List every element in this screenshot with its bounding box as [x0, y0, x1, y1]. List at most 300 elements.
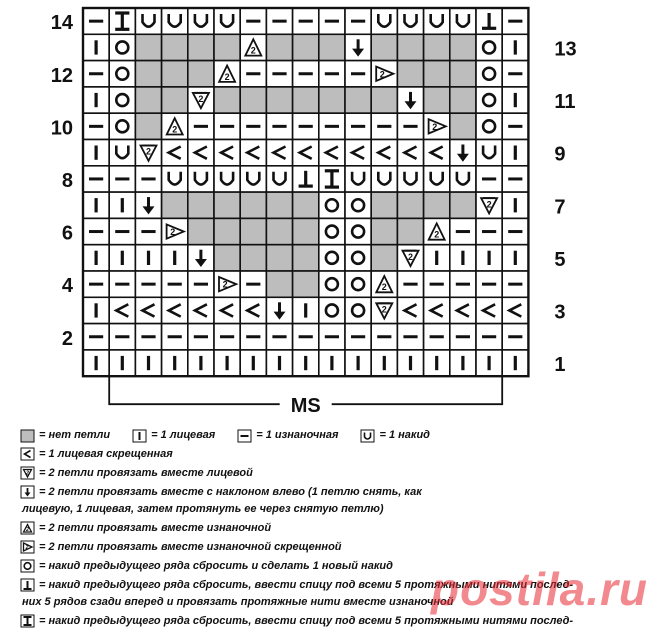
legend-text-purl: = 1 изнаночная	[256, 429, 339, 441]
cell-yarn-over-icon	[135, 8, 161, 34]
cell-p2tog-icon	[240, 34, 266, 60]
cell-purl-icon	[371, 324, 397, 350]
cell-no-stitch-icon	[371, 34, 397, 60]
svg-text:2: 2	[170, 227, 176, 238]
cell-drop-yo-icon	[319, 218, 345, 244]
cell-drop-yo-icon	[319, 297, 345, 323]
cell-purl-icon	[450, 271, 476, 297]
cell-knit-tbl-icon	[397, 297, 423, 323]
cell-knit-tbl-icon	[424, 297, 450, 323]
cell-purl-icon	[502, 113, 528, 139]
legend-text-drop-top-line1: = накид предыдущего ряда сбросить, ввести спицу под всеми 5 протяжными нитями послед-	[39, 615, 574, 627]
cell-no-stitch-icon	[135, 34, 161, 60]
cell-p2tog-icon	[214, 61, 240, 87]
row-number-left: 8	[61, 169, 73, 192]
cell-purl-icon	[83, 113, 109, 139]
row-number-right: 1	[554, 354, 566, 377]
legend-text-drop-bottom-line1: = накид предыдущего ряда сбросить, ввести спицу под всеми 5 протяжными нитями послед-	[39, 579, 574, 591]
cell-knit-tbl-icon	[345, 140, 371, 166]
cell-purl-icon	[345, 61, 371, 87]
cell-purl-icon	[240, 271, 266, 297]
legend-text-drop-bottom-line2: них 5 рядов сзади вперед и провязать протяжные нити вместе изнаночной	[22, 596, 454, 608]
row-number-left: 12	[50, 64, 73, 87]
row-number-right: 13	[554, 38, 577, 61]
legend-text-no-stitch: = нет петли	[39, 429, 111, 441]
cell-drop-yo-icon	[476, 61, 502, 87]
cell-knit-tbl-icon	[214, 297, 240, 323]
cell-knit-icon	[502, 192, 528, 218]
cell-no-stitch-icon	[188, 61, 214, 87]
legend-row-drop-top	[20, 614, 650, 629]
legend-text-ssk-line1: = 2 петли провязать вместе с наклоном влево (1 петлю снять, как	[39, 486, 422, 498]
ssk-arrow-icon	[20, 485, 35, 499]
cell-p2tog-icon	[162, 113, 188, 139]
cell-purl-icon	[214, 324, 240, 350]
cell-p2tog-icon	[371, 271, 397, 297]
legend-text-yo: = 1 накид	[379, 429, 430, 441]
cell-drop-yo-icon	[345, 271, 371, 297]
cell-no-stitch-icon	[345, 87, 371, 113]
cell-ssk-arrow-icon	[397, 87, 423, 113]
cell-knit-tbl-icon	[450, 297, 476, 323]
cell-purl-icon	[293, 8, 319, 34]
cell-purl-icon	[135, 271, 161, 297]
cell-no-stitch-icon	[188, 218, 214, 244]
cell-purl-icon	[397, 324, 423, 350]
cell-no-stitch-icon	[214, 192, 240, 218]
cell-purl-icon	[266, 324, 292, 350]
cell-ssk-arrow-icon	[450, 140, 476, 166]
cell-knit-tbl-icon	[162, 297, 188, 323]
cell-knit-icon	[319, 350, 345, 376]
cell-purl-icon	[397, 113, 423, 139]
cell-knit-icon	[83, 297, 109, 323]
cell-no-stitch-icon	[188, 34, 214, 60]
cell-purl-icon	[83, 166, 109, 192]
cell-purl-icon	[424, 271, 450, 297]
cell-no-stitch-icon	[397, 34, 423, 60]
cell-no-stitch-icon	[293, 192, 319, 218]
cell-purl-icon	[502, 271, 528, 297]
svg-text:2: 2	[26, 527, 29, 533]
cell-purl-icon	[162, 324, 188, 350]
cell-knit-icon	[476, 245, 502, 271]
cell-knit-tbl-icon	[188, 297, 214, 323]
cell-yarn-over-icon	[424, 8, 450, 34]
cell-purl-icon	[319, 8, 345, 34]
cell-no-stitch-icon	[293, 271, 319, 297]
cell-ssk-arrow-icon	[345, 34, 371, 60]
cell-knit-tbl-icon	[424, 140, 450, 166]
cell-knit-icon	[450, 245, 476, 271]
cell-p2tog-tbl-icon	[371, 61, 397, 87]
legend-text-knit: = 1 лицевая	[151, 429, 216, 441]
cell-purl-icon	[450, 324, 476, 350]
legend-text-p2tog: = 2 петли провязать вместе изнаночной	[39, 522, 272, 534]
cell-no-stitch-icon	[214, 245, 240, 271]
row-number-left: 10	[50, 117, 73, 140]
cell-no-stitch-icon	[424, 192, 450, 218]
legend-text-k2tog: = 2 петли провязать вместе лицевой	[39, 467, 253, 479]
cell-no-stitch-icon	[214, 34, 240, 60]
cell-yarn-over-icon	[345, 166, 371, 192]
cell-knit-icon	[293, 297, 319, 323]
cell-knit-icon	[476, 350, 502, 376]
cell-drop-yo-icon	[345, 245, 371, 271]
cell-yarn-over-icon	[450, 166, 476, 192]
cell-knit-icon	[214, 350, 240, 376]
cell-purl-icon	[240, 61, 266, 87]
cell-knit-icon	[424, 350, 450, 376]
knit-icon	[132, 429, 147, 443]
cell-knit-icon	[83, 34, 109, 60]
cell-gather-purl-icon	[293, 166, 319, 192]
cell-purl-icon	[502, 324, 528, 350]
cell-knit-icon	[345, 350, 371, 376]
k2tog-icon	[20, 466, 35, 480]
cell-knit-icon	[83, 192, 109, 218]
svg-text:2: 2	[407, 251, 414, 262]
cell-purl-icon	[371, 113, 397, 139]
legend-no-stitch	[20, 428, 110, 443]
purl-icon	[237, 429, 252, 443]
cell-no-stitch-icon	[371, 245, 397, 271]
cell-no-stitch-icon	[397, 192, 423, 218]
cell-purl-icon	[109, 271, 135, 297]
cell-drop-yo-icon	[319, 245, 345, 271]
svg-text:2: 2	[222, 279, 228, 290]
cell-knit-icon	[83, 350, 109, 376]
cell-knit-tbl-icon	[397, 140, 423, 166]
cell-knit-icon	[424, 245, 450, 271]
svg-text:2: 2	[432, 121, 438, 132]
legend-row-basic	[20, 428, 650, 443]
cell-drop-yo-icon	[345, 297, 371, 323]
cell-purl-icon	[319, 113, 345, 139]
cell-knit-tbl-icon	[502, 297, 528, 323]
yarn-over-icon	[360, 429, 375, 443]
cell-no-stitch-icon	[162, 61, 188, 87]
legend-text-p2tog-tbl: = 2 петли провязать вместе изнаночной скрещенной	[39, 541, 342, 553]
cell-no-stitch-icon	[266, 87, 292, 113]
cell-no-stitch-icon	[450, 87, 476, 113]
cell-yarn-over-icon	[450, 8, 476, 34]
cell-drop-yo-icon	[345, 218, 371, 244]
cell-no-stitch-icon	[450, 34, 476, 60]
cell-purl-icon	[319, 61, 345, 87]
cell-purl-icon	[476, 218, 502, 244]
cell-purl-icon	[83, 324, 109, 350]
cell-drop-yo-icon	[345, 192, 371, 218]
cell-purl-icon	[240, 113, 266, 139]
cell-no-stitch-icon	[135, 61, 161, 87]
cell-purl-icon	[345, 8, 371, 34]
cell-no-stitch-icon	[240, 245, 266, 271]
cell-knit-tbl-icon	[371, 140, 397, 166]
cell-no-stitch-icon	[266, 34, 292, 60]
row-number-right: 5	[554, 248, 566, 271]
cell-purl-icon	[240, 324, 266, 350]
cell-k2tog-icon	[135, 140, 161, 166]
cell-knit-icon	[83, 140, 109, 166]
cell-knit-icon	[188, 350, 214, 376]
cell-knit-tbl-icon	[293, 140, 319, 166]
cell-p2tog-icon	[424, 218, 450, 244]
cell-yarn-over-icon	[162, 8, 188, 34]
cell-purl-icon	[345, 113, 371, 139]
cell-no-stitch-icon	[240, 192, 266, 218]
cell-yarn-over-icon	[188, 166, 214, 192]
cell-knit-tbl-icon	[135, 297, 161, 323]
cell-k2tog-icon	[188, 87, 214, 113]
legend-row-drop-bottom-cont	[20, 595, 650, 610]
cell-purl-icon	[109, 166, 135, 192]
row-number-right: 7	[554, 196, 566, 219]
cell-knit-icon	[109, 245, 135, 271]
row-number-left: 14	[50, 12, 73, 35]
cell-k2tog-icon	[371, 297, 397, 323]
cell-purl-icon	[476, 271, 502, 297]
legend-knit	[132, 428, 215, 443]
cell-drop-yo-icon	[476, 87, 502, 113]
cell-no-stitch-icon	[293, 87, 319, 113]
svg-text:2: 2	[381, 282, 387, 293]
row-number-left: 4	[61, 275, 73, 298]
cell-no-stitch-icon	[266, 192, 292, 218]
cell-purl-icon	[188, 113, 214, 139]
cell-no-stitch-icon	[188, 192, 214, 218]
svg-text:2: 2	[198, 94, 204, 105]
p2tog-tbl-icon	[20, 540, 35, 554]
gather-knit-icon	[20, 614, 35, 628]
gather-purl-icon	[20, 578, 35, 592]
cell-drop-yo-icon	[319, 271, 345, 297]
cell-yarn-over-icon	[162, 166, 188, 192]
cell-knit-icon	[502, 87, 528, 113]
cell-purl-icon	[188, 324, 214, 350]
cell-p2tog-tbl-icon	[162, 218, 188, 244]
cell-no-stitch-icon	[293, 34, 319, 60]
cell-knit-icon	[83, 245, 109, 271]
cell-yarn-over-icon	[109, 140, 135, 166]
cell-yarn-over-icon	[476, 140, 502, 166]
cell-purl-icon	[83, 271, 109, 297]
cell-purl-icon	[188, 271, 214, 297]
cell-knit-icon	[502, 140, 528, 166]
cell-knit-icon	[240, 350, 266, 376]
cell-purl-icon	[135, 166, 161, 192]
cell-knit-tbl-icon	[162, 140, 188, 166]
cell-no-stitch-icon	[135, 87, 161, 113]
no-stitch-icon	[20, 429, 35, 443]
cell-purl-icon	[109, 324, 135, 350]
legend-row-p2tog-tbl	[20, 540, 650, 555]
cell-purl-icon	[266, 113, 292, 139]
cell-drop-yo-icon	[109, 61, 135, 87]
cell-purl-icon	[502, 61, 528, 87]
knit-through-back-icon	[20, 447, 35, 461]
cell-purl-icon	[109, 218, 135, 244]
cell-purl-icon	[502, 218, 528, 244]
cell-no-stitch-icon	[424, 34, 450, 60]
cell-knit-icon	[397, 350, 423, 376]
cell-purl-icon	[502, 166, 528, 192]
cell-no-stitch-icon	[214, 218, 240, 244]
cell-purl-icon	[424, 324, 450, 350]
cell-knit-tbl-icon	[319, 140, 345, 166]
svg-text:2: 2	[145, 146, 152, 157]
cell-purl-icon	[476, 166, 502, 192]
cell-purl-icon	[83, 8, 109, 34]
cell-no-stitch-icon	[293, 218, 319, 244]
legend-row-drop-bottom	[20, 578, 650, 593]
cell-knit-tbl-icon	[266, 140, 292, 166]
svg-text:2: 2	[224, 71, 230, 82]
cell-purl-icon	[397, 271, 423, 297]
legend-purl	[237, 428, 338, 443]
cell-purl-icon	[345, 324, 371, 350]
cell-knit-icon	[162, 245, 188, 271]
cell-drop-yo-icon	[319, 192, 345, 218]
cell-no-stitch-icon	[162, 192, 188, 218]
cell-purl-icon	[293, 61, 319, 87]
legend-text-knit-tbl: = 1 лицевая скрещенная	[39, 448, 173, 460]
legend-row-k2tog	[20, 466, 650, 481]
cell-no-stitch-icon	[319, 87, 345, 113]
cell-no-stitch-icon	[293, 245, 319, 271]
cell-no-stitch-icon	[424, 87, 450, 113]
cell-yarn-over-icon	[266, 166, 292, 192]
row-number-right: 3	[554, 301, 566, 324]
cell-no-stitch-icon	[371, 192, 397, 218]
cell-purl-icon	[502, 8, 528, 34]
cell-no-stitch-icon	[240, 218, 266, 244]
cell-no-stitch-icon	[240, 87, 266, 113]
cell-gather-purl-icon	[476, 8, 502, 34]
cell-purl-icon	[450, 218, 476, 244]
cell-no-stitch-icon	[266, 245, 292, 271]
cell-no-stitch-icon	[266, 218, 292, 244]
cell-ssk-arrow-icon	[188, 245, 214, 271]
cell-knit-icon	[371, 350, 397, 376]
cell-knit-tbl-icon	[476, 297, 502, 323]
cell-knit-tbl-icon	[188, 140, 214, 166]
cell-yarn-over-icon	[424, 166, 450, 192]
cell-no-stitch-icon	[162, 34, 188, 60]
cell-no-stitch-icon	[424, 61, 450, 87]
cell-drop-yo-icon	[109, 34, 135, 60]
cell-purl-icon	[83, 218, 109, 244]
cell-purl-icon	[266, 8, 292, 34]
cell-purl-icon	[240, 8, 266, 34]
cell-no-stitch-icon	[397, 61, 423, 87]
svg-text:2: 2	[434, 229, 440, 240]
svg-text:2: 2	[486, 199, 492, 210]
cell-no-stitch-icon	[135, 113, 161, 139]
cell-no-stitch-icon	[371, 87, 397, 113]
cell-no-stitch-icon	[450, 192, 476, 218]
cell-purl-icon	[319, 324, 345, 350]
cell-ssk-arrow-icon	[135, 192, 161, 218]
svg-text:2: 2	[172, 124, 178, 135]
cell-purl-icon	[266, 61, 292, 87]
cell-knit-tbl-icon	[240, 140, 266, 166]
cell-knit-icon	[502, 350, 528, 376]
cell-no-stitch-icon	[450, 113, 476, 139]
cell-gather-knit-icon	[319, 166, 345, 192]
cell-drop-yo-icon	[476, 34, 502, 60]
cell-no-stitch-icon	[371, 218, 397, 244]
svg-text:2: 2	[26, 470, 29, 477]
cell-knit-icon	[135, 350, 161, 376]
cell-purl-icon	[135, 324, 161, 350]
cell-yarn-over-icon	[214, 166, 240, 192]
cell-yarn-over-icon	[240, 166, 266, 192]
cell-knit-icon	[135, 245, 161, 271]
cell-knit-icon	[293, 350, 319, 376]
legend-row-ssk	[20, 485, 650, 500]
cell-yarn-over-icon	[214, 8, 240, 34]
cell-no-stitch-icon	[162, 87, 188, 113]
cell-knit-icon	[109, 192, 135, 218]
cell-knit-icon	[162, 350, 188, 376]
svg-text:2: 2	[381, 304, 387, 315]
cell-no-stitch-icon	[397, 218, 423, 244]
legend	[20, 428, 650, 633]
cell-no-stitch-icon	[450, 61, 476, 87]
cell-yarn-over-icon	[397, 166, 423, 192]
cell-no-stitch-icon	[214, 87, 240, 113]
legend-row-ssk-cont	[20, 502, 650, 517]
cell-no-stitch-icon	[266, 271, 292, 297]
cell-knit-tbl-icon	[109, 297, 135, 323]
cell-no-stitch-icon	[319, 34, 345, 60]
watermark-logo: postila.ru	[430, 563, 648, 615]
cell-purl-icon	[135, 218, 161, 244]
cell-ssk-arrow-icon	[266, 297, 292, 323]
row-number-right: 11	[554, 91, 576, 114]
cell-knit-icon	[502, 34, 528, 60]
ms-label: MS	[290, 395, 321, 418]
cell-knit-icon	[109, 350, 135, 376]
svg-text:2: 2	[250, 45, 256, 56]
p2tog-icon	[20, 521, 35, 535]
cell-drop-yo-icon	[109, 87, 135, 113]
cell-drop-yo-icon	[109, 113, 135, 139]
legend-text-drop-yo: = накид предыдущего ряда сбросить и сделать 1 новый накид	[39, 560, 393, 572]
cell-k2tog-icon	[476, 192, 502, 218]
cell-p2tog-tbl-icon	[424, 113, 450, 139]
cell-purl-icon	[214, 113, 240, 139]
cell-knit-icon	[502, 245, 528, 271]
cell-purl-icon	[162, 271, 188, 297]
cell-p2tog-tbl-icon	[214, 271, 240, 297]
cell-knit-tbl-icon	[214, 140, 240, 166]
cell-yarn-over-icon	[371, 166, 397, 192]
cell-knit-icon	[83, 87, 109, 113]
cell-purl-icon	[476, 324, 502, 350]
legend-row-drop-yo	[20, 559, 650, 574]
legend-yo	[360, 428, 430, 443]
row-number-left: 6	[61, 222, 73, 245]
cell-knit-icon	[450, 350, 476, 376]
cell-purl-icon	[293, 113, 319, 139]
row-number-left: 2	[61, 327, 73, 350]
cell-knit-icon	[266, 350, 292, 376]
cell-yarn-over-icon	[397, 8, 423, 34]
row-number-right: 9	[554, 143, 566, 166]
cell-purl-icon	[83, 61, 109, 87]
